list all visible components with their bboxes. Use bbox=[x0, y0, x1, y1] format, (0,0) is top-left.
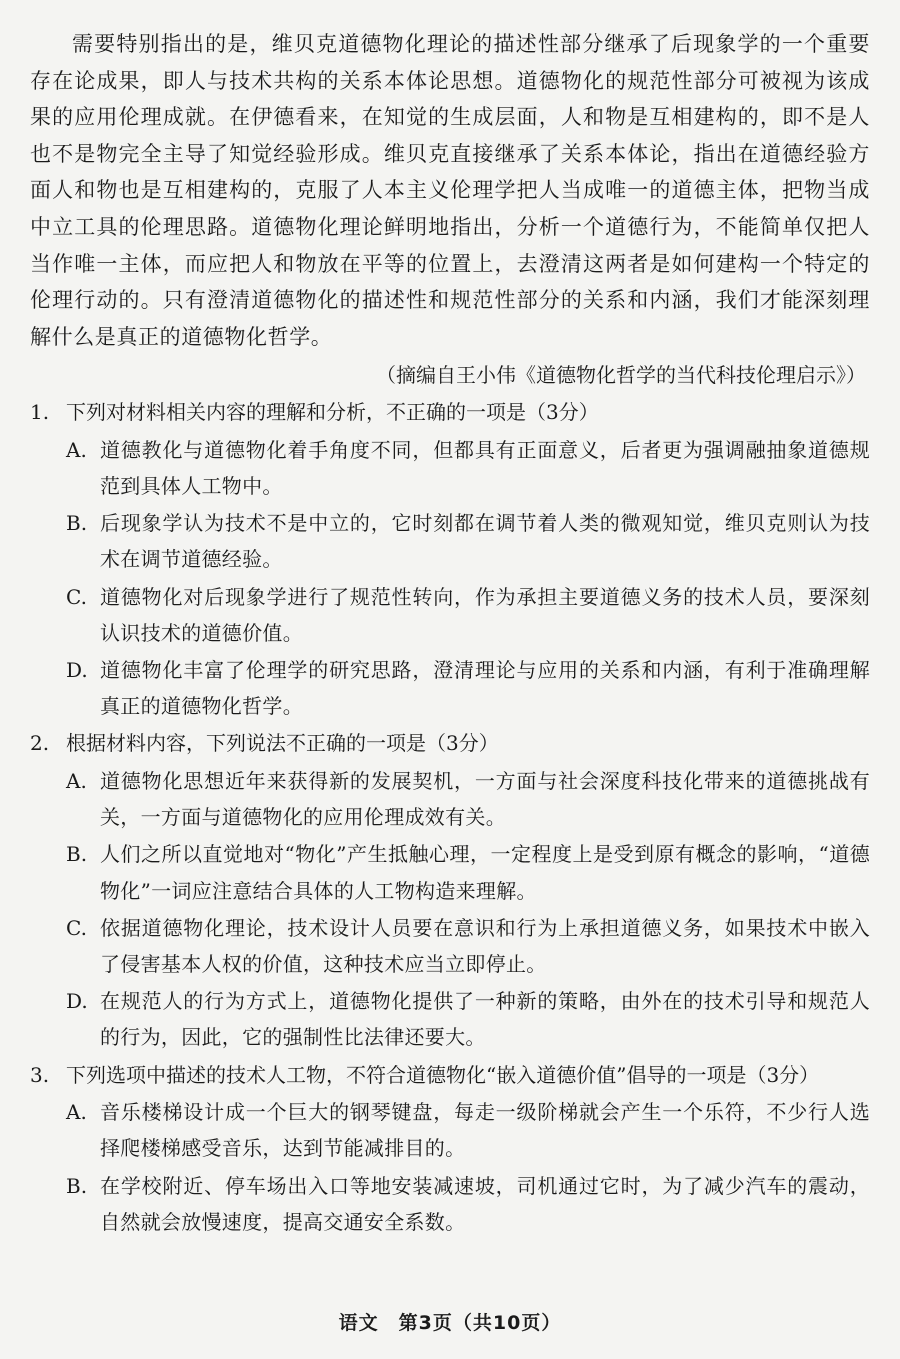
question-stem: 下列选项中描述的技术人工物，不符合道德物化“嵌入道德价值”倡导的一项是（3分） bbox=[66, 1062, 820, 1087]
option-letter: A. bbox=[66, 1100, 87, 1125]
question-1 bbox=[30, 394, 870, 724]
option-text: 道德物化对后现象学进行了规范性转向，作为承担主要道德义务的技术人员，要深刻认识技术的道德价值。 bbox=[100, 584, 870, 645]
option-letter: B. bbox=[66, 842, 88, 867]
passage-source: （摘编自王小伟《道德物化哲学的当代科技伦理启示》） bbox=[376, 363, 866, 388]
option-text: 人们之所以直觉地对“物化”产生抵触心理，一定程度上是受到原有概念的影响，“道德物化”一词应注意结合具体的人工物构造来理解。 bbox=[100, 842, 870, 903]
option-c bbox=[30, 579, 870, 651]
passage-paragraph: 需要特别指出的是，维贝克道德物化理论的描述性部分继承了后现象学的一个重要存在论成果，即人与技术共构的关系本体论思想。道德物化的规范性部分可被视为该成果的应用伦理成就。在伊德看来，在知觉的生成层面，人和物是互相建构的，即不是人也不是物完全主导了知觉经验形成。维贝克直接继承了关系本体论，指出在道德经验方面人和物也是互相建构的，克服了人本主义伦理学把人当成唯一的道德主体，把物当成中立工具的伦理思路。道德物化理论鲜明地指出，分析一个道德行为，不能简单仅把人当作唯一主体，而应把人和物放在平等的位置上，去澄清这两者是如何建构一个特定的伦理行动的。只有澄清道德物化的描述性和规范性部分的关系和内涵，我们才能深刻理解什么是真正的道德物化哲学。 bbox=[30, 32, 870, 349]
option-letter: D. bbox=[66, 658, 88, 683]
question-number: 1. bbox=[30, 400, 50, 425]
question-2 bbox=[30, 725, 870, 1055]
question-number: 2. bbox=[30, 731, 50, 756]
option-b bbox=[30, 505, 870, 577]
page-footer: 语文 第3页（共10页） bbox=[338, 1312, 562, 1334]
option-letter: B. bbox=[66, 1173, 88, 1198]
option-c bbox=[30, 910, 870, 982]
option-text: 后现象学认为技术不是中立的，它时刻都在调节着人类的微观知觉，维贝克则认为技术在调节道德经验。 bbox=[100, 511, 870, 572]
option-letter: C. bbox=[66, 915, 87, 940]
option-text: 在学校附近、停车场出入口等地安装减速坡，司机通过它时，为了减少汽车的震动，自然就会放慢速度，提高交通安全系数。 bbox=[100, 1173, 870, 1234]
option-text: 在规范人的行为方式上，道德物化提供了一种新的策略，由外在的技术引导和规范人的行为，因此，它的强制性比法律还要大。 bbox=[100, 989, 870, 1050]
option-a bbox=[30, 1094, 870, 1166]
question-stem: 根据材料内容，下列说法不正确的一项是（3分） bbox=[66, 731, 499, 756]
option-text: 道德物化丰富了伦理学的研究思路，澄清理论与应用的关系和内涵，有利于准确理解真正的道德物化哲学。 bbox=[100, 658, 870, 719]
question-stem: 下列对材料相关内容的理解和分析，不正确的一项是（3分） bbox=[66, 400, 599, 425]
question-number: 3. bbox=[30, 1062, 50, 1087]
option-text: 道德物化思想近年来获得新的发展契机，一方面与社会深度科技化带来的道德挑战有关，一方面与道德物化的应用伦理成效有关。 bbox=[100, 768, 870, 830]
option-text: 依据道德物化理论，技术设计人员要在意识和行为上承担道德义务，如果技术中嵌入了侵害基本人权的价值，这种技术应当立即停止。 bbox=[100, 915, 870, 976]
option-letter: B. bbox=[66, 511, 88, 536]
option-letter: A. bbox=[66, 437, 87, 462]
option-letter: D. bbox=[66, 989, 88, 1014]
option-text: 音乐楼梯设计成一个巨大的钢琴键盘，每走一级阶梯就会产生一个乐符，不少行人选择爬楼梯感受音乐，达到节能减排目的。 bbox=[100, 1100, 870, 1161]
question-3 bbox=[30, 1057, 870, 1240]
option-letter: C. bbox=[66, 584, 87, 609]
option-letter: A. bbox=[66, 768, 87, 793]
option-b bbox=[30, 836, 870, 908]
option-text: 道德教化与道德物化着手角度不同，但都具有正面意义，后者更为强调融抽象道德规范到具体人工物中。 bbox=[100, 437, 870, 499]
option-d bbox=[30, 652, 870, 724]
option-a bbox=[30, 763, 870, 835]
option-b bbox=[30, 1168, 870, 1240]
option-d bbox=[30, 983, 870, 1055]
option-a bbox=[30, 432, 870, 504]
